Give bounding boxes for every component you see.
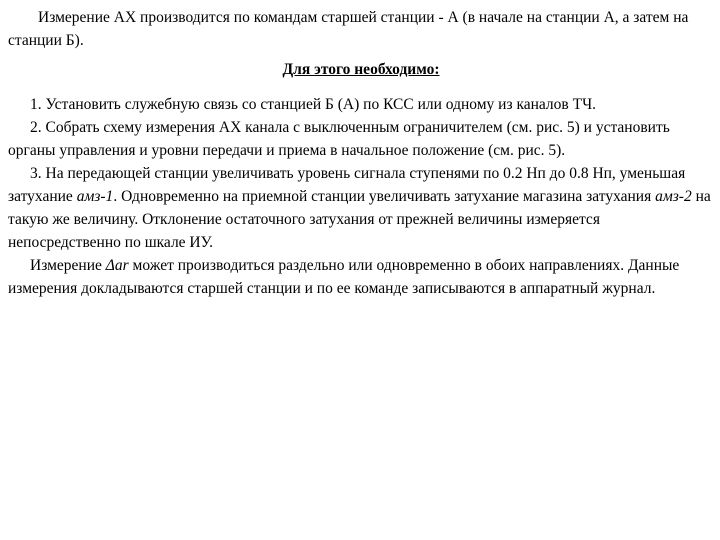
final-text-1: Измерение bbox=[30, 257, 106, 274]
attenuator-term-2: амз-2 bbox=[655, 188, 692, 205]
attenuator-term-1: амз-1 bbox=[76, 188, 114, 205]
step-2-paragraph: 2. Собрать схему измерения АХ канала с выключенным ограничителем (см. рис. 5) и установить органы управления и уровни передачи и приема в начальное положение (см. рис. 5). bbox=[8, 119, 670, 159]
step-1-paragraph: 1. Установить служебную связь со станцией Б (А) по КСС или одному из каналов ТЧ. bbox=[30, 96, 597, 113]
step-3-text-2: . Одновременно на приемной станции увеличивать затухание магазина затухания bbox=[113, 188, 656, 205]
delta-term: Δar bbox=[105, 257, 129, 274]
final-paragraph bbox=[8, 254, 714, 300]
final-text-2: может производиться раздельно или одновременно в обоих направлениях. Данные измерения докладываются старшей станции и по ее команде записываются в аппаратный журнал. bbox=[8, 257, 680, 297]
step-3-text-1: 3. На передающей станции увеличивать уровень сигнала ступенями по 0.2 Нп до 0.8 Нп, уменьшая затухание bbox=[8, 165, 686, 205]
step-3-paragraph bbox=[8, 162, 714, 254]
intro-paragraph: Измерение АХ производится по командам старшей станции - А (в начале на станции А, а затем на станции Б). bbox=[8, 9, 689, 49]
document-body bbox=[8, 6, 714, 300]
section-heading: Для этого необходимо: bbox=[282, 61, 440, 78]
step-3-text-3: на такую же величину. Отклонение остаточного затухания от прежней величины измеряется непосредственно по шкале ИУ. bbox=[8, 188, 711, 251]
